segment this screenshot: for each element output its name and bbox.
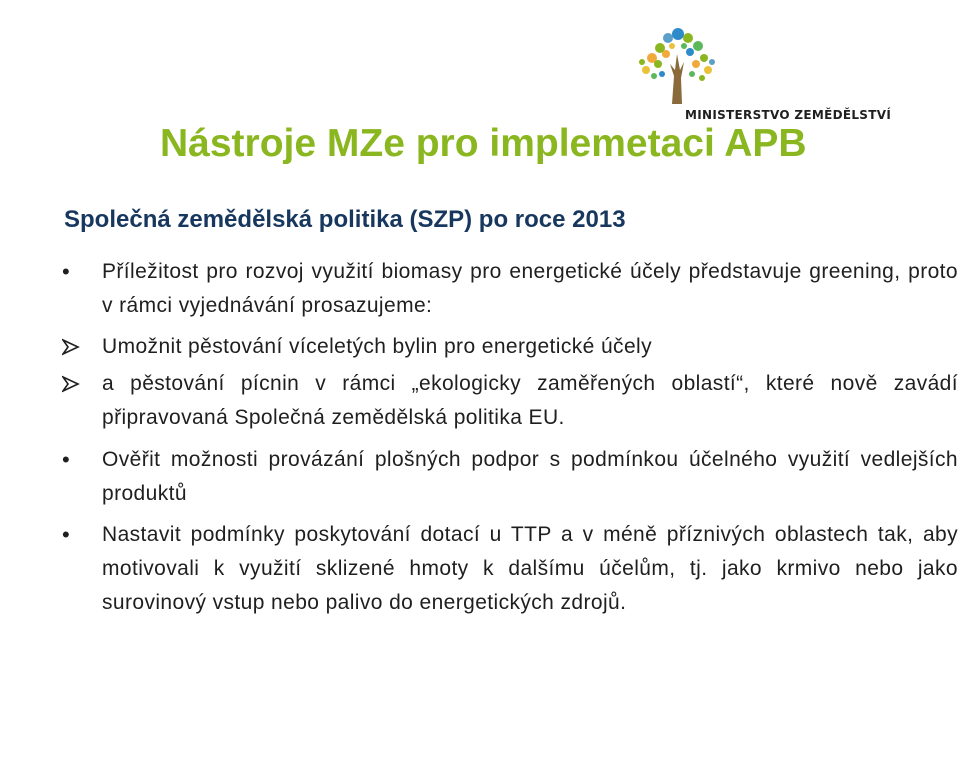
bullet-icon: • bbox=[62, 522, 71, 547]
arrow-item bbox=[102, 330, 958, 364]
bullet-icon: • bbox=[62, 447, 71, 472]
slide-subtitle: Společná zemědělská politika (SZP) po roce 2013 bbox=[64, 206, 626, 233]
arrow-bullet-icon bbox=[62, 338, 80, 356]
bullet-item-text: Nastavit podmínky poskytování dotací u TTP a v méně příznivých oblastech tak, aby motivovali k využití sklizené hmoty k dalšímu účelům, tj. jako krmivo nebo jako surovinový vstup nebo palivo do energetických zdrojů. bbox=[102, 523, 958, 614]
bullet-item bbox=[62, 518, 958, 620]
bullet-icon: • bbox=[62, 259, 71, 284]
tree-logo-icon bbox=[632, 24, 722, 106]
bullet-item-text: Příležitost pro rozvoj využití biomasy pro energetické účely představuje greening, proto v rámci vyjednávání prosazujeme: bbox=[102, 260, 958, 317]
bullet-item bbox=[62, 443, 958, 511]
ministry-logo bbox=[630, 24, 892, 124]
bullet-item bbox=[62, 255, 958, 323]
arrow-item-text: Umožnit pěstování víceletých bylin pro energetické účely bbox=[102, 335, 652, 358]
logo-text: MINISTERSTVO ZEMĚDĚLSTVÍ bbox=[685, 108, 892, 122]
slide-title: Nástroje MZe pro implemetaci APB bbox=[160, 122, 807, 165]
arrow-bullet-icon bbox=[62, 375, 80, 393]
arrow-item-text: a pěstování pícnin v rámci „ekologicky zaměřených oblastí“, které nově zavádí připravovaná Společná zemědělská politika EU. bbox=[102, 372, 958, 429]
arrow-item bbox=[102, 367, 958, 435]
bullet-item-text: Ověřit možnosti provázání plošných podpor s podmínkou účelného využití vedlejších produktů bbox=[102, 448, 958, 505]
